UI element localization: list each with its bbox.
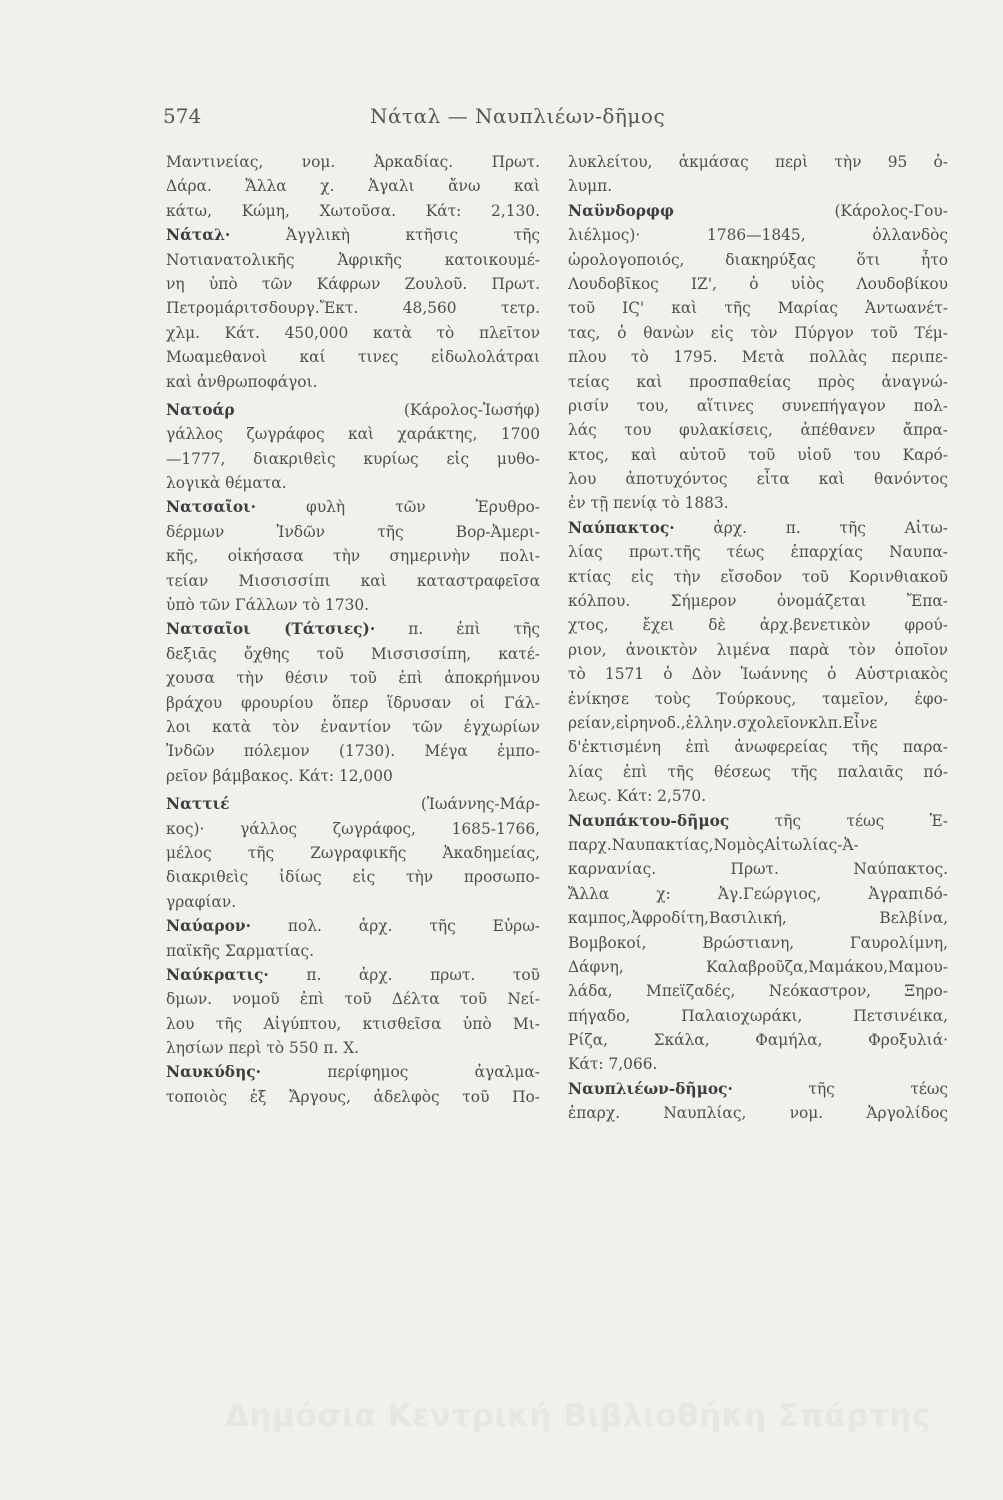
line-text: —1777, διακριθεὶς κυρίως εἰς μυθο- [166, 449, 540, 468]
line-text: Βομβοκοί, Βρώστιανη, Γαυρολίμνη, [568, 933, 948, 952]
entry-headword: Ναυπλιέων-δῆμος· [568, 1079, 733, 1098]
line-text: ριον, ἀνοικτὸν λιμένα παρὰ τὸν ὁποῖον [568, 640, 948, 659]
text-line [166, 691, 540, 715]
text-line [568, 174, 948, 198]
line-text: χλμ. Κάτ. 450,000 κατὰ τὸ πλεῖτον [166, 323, 540, 342]
text-line [568, 467, 948, 491]
line-text: ἐνίκησε τοὺς Τούρκους, ταμεῖον, ἐφο- [568, 689, 948, 708]
text-line [166, 715, 540, 739]
line-text: βράχου φρουρίου ὅπερ ἵδρυσαν οἱ Γάλ- [166, 693, 540, 712]
line-text: τὸ 1571 ὁ Δὸν Ἰωάννης ὁ Αὐστριακὸς [568, 665, 948, 684]
line-text: ἐπαρχ. Ναυπλίας, νομ. Ἀργολίδος [568, 1104, 948, 1123]
line-text: λυμπ. [568, 177, 613, 196]
text-line [166, 890, 540, 914]
text-line [166, 865, 540, 889]
line-text: παρχ.Ναυπακτίας,ΝομὸςΑἰτωλίας-Ἀ- [568, 835, 859, 854]
text-line [568, 735, 948, 759]
line-text: κόλπου. Σήμερον ὀνομάζεται Ἔπα- [568, 592, 948, 611]
text-line [166, 398, 540, 422]
line-text: (Ἰωάννης-Μάρ- [229, 795, 540, 814]
line-text: λάς του φυλακίσεις, ἀπέθανεν ἄπρα- [568, 421, 948, 440]
line-text: λάδα, Μπεϊζαδές, Νεόκαστρον, Ξηρο- [568, 982, 948, 1001]
line-text: παϊκῆς Σαρματίας. [166, 941, 315, 960]
text-line [568, 418, 948, 442]
line-text: Ἰνδῶν πόλεμον (1730). Μέγα ἐμπο- [166, 742, 540, 761]
entry-headword: Ναύπακτος· [568, 518, 675, 537]
text-line [166, 1036, 540, 1060]
text-line [166, 764, 540, 788]
text-line [568, 955, 948, 979]
text-line [166, 666, 540, 690]
line-text: Μαντινείας, νομ. Ἀρκαδίας. Πρωτ. [166, 153, 540, 171]
line-text: λογικὰ θέματα. [166, 474, 287, 493]
text-line [166, 1060, 540, 1084]
text-line [166, 223, 540, 247]
text-line [568, 979, 948, 1003]
line-text: γραφίαν. [166, 892, 237, 911]
text-line [568, 1101, 948, 1125]
library-watermark: Δημόσια Κεντρική Βιβλιοθήκη Σπάρτης [225, 1398, 931, 1434]
line-text: λου τῆς Αἰγύπτου, κτισθεῖσα ὑπὸ Μι- [166, 1014, 540, 1033]
text-line [568, 516, 948, 540]
text-line [568, 613, 948, 637]
line-text: λυκλείτου, ἀκμάσας περὶ τὴν 95 ὀ- [568, 153, 948, 171]
text-line [166, 792, 540, 816]
text-line [568, 711, 948, 735]
line-text: ὑπὸ τῶν Γάλλων τὸ 1730. [166, 596, 370, 615]
text-line [568, 345, 948, 369]
text-line [568, 199, 948, 223]
line-text: Ρίζα, Σκάλα, Φαμήλα, Φροξυλιά· [568, 1031, 948, 1050]
line-text: καὶ ἀνθρωποφάγοι. [166, 372, 318, 391]
text-line [166, 272, 540, 296]
text-line [166, 471, 540, 495]
text-line [166, 248, 540, 272]
entry-headword: Ναυκύδης· [166, 1063, 261, 1082]
line-text: μέλος τῆς Ζωγραφικῆς Ἀκαδημείας, [166, 843, 540, 862]
line-text: κάτω, Κώμη, Χωτοῦσα. Κάτ: 2,130. [166, 201, 540, 220]
line-text: ἀρχ. π. τῆς Αἰτω- [674, 518, 948, 537]
text-line [166, 447, 540, 471]
line-text: Δάφνη, Καλαβροῦζα,Μαμάκου,Μαμου- [568, 957, 948, 976]
text-line [568, 1052, 948, 1076]
text-line [568, 296, 948, 320]
line-text: χουσα τὴν θέσιν τοῦ ἐπὶ ἀποκρήμνου [166, 669, 540, 688]
text-line [166, 321, 540, 345]
text-line [568, 443, 948, 467]
line-text: Λουδοβῖκος ΙΖ', ὁ υἱὸς Λουδοβίκου [568, 274, 948, 293]
line-text: καρνανίας. Πρωτ. Ναύπακτος. [568, 860, 948, 879]
line-text: δμων. νομοῦ ἐπὶ τοῦ Δέλτα τοῦ Νεί- [166, 990, 540, 1009]
text-line [568, 370, 948, 394]
line-text: καμπος,Ἀφροδίτη,Βασιλική, Βελβίνα, [568, 909, 948, 928]
text-line [568, 248, 948, 272]
text-line [166, 841, 540, 865]
text-line [166, 963, 540, 987]
text-line [166, 296, 540, 320]
line-text: κτος, καὶ αὐτοῦ τοῦ υἱοῦ του Καρό- [568, 445, 948, 464]
text-line [568, 662, 948, 686]
text-line [166, 987, 540, 1011]
text-line [166, 370, 540, 394]
line-text: Κάτ: 7,066. [568, 1055, 658, 1074]
text-line [166, 495, 540, 519]
line-text: Ἀγγλικὴ κτῆσις τῆς [230, 226, 540, 245]
text-line [166, 174, 540, 198]
line-text: τῆς τέως Ἐ- [729, 811, 948, 830]
line-text: γάλλος ζωγράφος καὶ χαράκτης, 1700 [166, 425, 540, 444]
text-line [166, 569, 540, 593]
line-text: τοποιὸς ἐξ Ἄργους, ἀδελφὸς τοῦ Πο- [166, 1087, 540, 1106]
line-text: περίφημος ἀγαλμα- [261, 1063, 540, 1082]
line-text: Μωαμεθανοὶ καί τινες εἰδωλολάτραι [166, 348, 540, 367]
text-line [166, 150, 540, 174]
line-text: πλου τὸ 1795. Μετὰ πολλὰς περιπε- [568, 348, 948, 367]
line-text: τῆς τέως [732, 1079, 948, 1098]
text-line [568, 906, 948, 930]
right-column [568, 150, 948, 1126]
entry-headword: Ναύκρατις· [166, 965, 269, 984]
line-text: κῆς, οἰκήσασα τὴν σημερινὴν πολι- [166, 547, 540, 566]
line-text: τείαν Μισσισσίπι καὶ καταστραφεῖσα [166, 571, 540, 590]
text-line [568, 931, 948, 955]
line-text: λου ἀποτυχόντος εἶτα καὶ θανόντος [568, 470, 948, 489]
text-line [568, 491, 948, 515]
line-text: χτος, ἔχει δὲ ἀρχ.βενετικὸν φρού- [568, 616, 948, 635]
text-line [166, 817, 540, 841]
page-number: 574 [163, 104, 202, 128]
line-text: (Κάρολος-Ἰωσήφ) [234, 400, 540, 419]
line-text: λοι κατὰ τὸν ἐναντίον τῶν ἐγχωρίων [166, 717, 540, 736]
line-text: Ἄλλα χ: Ἀγ.Γεώργιος, Ἀγραπιδό- [568, 884, 948, 903]
text-line [166, 544, 540, 568]
running-head: Νάταλ — Ναυπλιέων-δῆμος [370, 104, 666, 128]
line-text: δεξιᾶς ὄχθης τοῦ Μισσισσίπη, κατέ- [166, 644, 540, 663]
entry-headword: Νάταλ· [166, 226, 231, 245]
entry-headword: Ναύαρον· [166, 917, 251, 936]
line-text: ἐν τῇ πενίᾳ τὸ 1883. [568, 494, 729, 513]
text-line [166, 520, 540, 544]
text-line [166, 939, 540, 963]
line-text: Δάρα. Ἄλλα χ. Ἀγαλι ἄνω καὶ [166, 177, 540, 196]
line-text: νη ὑπὸ τῶν Κάφρων Ζουλοῦ. Πρωτ. [166, 274, 540, 293]
text-line [568, 223, 948, 247]
text-line [166, 739, 540, 763]
text-line [568, 150, 948, 174]
text-line [568, 1028, 948, 1052]
text-line [568, 1077, 948, 1101]
entry-headword: Ναττιέ [166, 795, 230, 814]
text-line [568, 857, 948, 881]
line-text: τας, ὁ θανὼν εἰς τὸν Πύργον τοῦ Τέμ- [568, 323, 948, 342]
text-line [166, 199, 540, 223]
text-line [568, 809, 948, 833]
text-line [568, 784, 948, 808]
text-line [568, 394, 948, 418]
text-line [568, 833, 948, 857]
line-text: (Κάρολος-Γου- [673, 201, 948, 220]
text-line [568, 321, 948, 345]
line-text: Νοτιανατολικῆς Ἀφρικῆς κατοικουμέ- [166, 250, 540, 269]
line-text: τοῦ ΙϚ' καὶ τῆς Μαρίας Ἀντωανέτ- [568, 299, 948, 318]
line-text: λεως. Κάτ: 2,570. [568, 787, 707, 806]
text-line [166, 617, 540, 641]
text-line [568, 540, 948, 564]
entry-headword: Ναυπάκτου-δῆμος [568, 811, 730, 830]
line-text: κτίας εἰς τὴν εἴσοδον τοῦ Κορινθιακοῦ [568, 567, 948, 586]
text-line [568, 882, 948, 906]
line-text: π. ἀρχ. πρωτ. τοῦ [268, 965, 540, 984]
line-text: φυλὴ τῶν Ἐρυθρο- [255, 498, 540, 517]
text-line [568, 760, 948, 784]
text-line [166, 422, 540, 446]
line-text: πολ. ἀρχ. τῆς Εὐρω- [250, 917, 540, 936]
line-text: λησίων περὶ τὸ 550 π. Χ. [166, 1039, 360, 1058]
line-text: ὡρολογοποιός, διακηρύξας ὅτι ἦτο [568, 250, 948, 269]
line-text: ρείαν,εἰρηνοδ.,ἑλλην.σχολεῖονκλπ.Εἶνε [568, 713, 878, 732]
line-text: ρισίν του, αἵτινες συνεπήγαγον πολ- [568, 396, 948, 415]
line-text: π. ἐπὶ τῆς [375, 620, 540, 639]
entry-headword: Νατσαῖοι· [166, 498, 256, 517]
text-line [166, 345, 540, 369]
entry-headword: Ναϋνδορφφ [568, 201, 674, 220]
line-text: κος)· γάλλος ζωγράφος, 1685-1766, [166, 819, 540, 838]
left-column [166, 150, 540, 1109]
line-text: λιέλμος)· 1786—1845, ὀλλανδὸς [568, 226, 948, 245]
line-text: Πετρομάριτσδουργ.Ἔκτ. 48,560 τετρ. [166, 299, 540, 318]
line-text: πήγαδο, Παλαιοχωράκι, Πετσινέικα, [568, 1006, 948, 1025]
text-line [166, 914, 540, 938]
text-line [166, 642, 540, 666]
line-text: διακριθεὶς ἰδίως εἰς τὴν προσωπο- [166, 868, 540, 887]
line-text: ρεῖον βάμβακος. Κάτ: 12,000 [166, 766, 393, 785]
text-line [166, 1085, 540, 1109]
line-text: λίας ἐπὶ τῆς θέσεως τῆς παλαιᾶς πό- [568, 762, 948, 781]
entry-headword: Νατσαῖοι (Τάτσιες)· [166, 620, 376, 639]
line-text: δέρμων Ἰνδῶν τῆς Βορ-Ἀμερι- [166, 522, 540, 541]
text-line [568, 638, 948, 662]
text-line [568, 565, 948, 589]
text-line [166, 1012, 540, 1036]
entry-headword: Νατοάρ [166, 400, 235, 419]
text-line [568, 1004, 948, 1028]
line-text: λίας πρωτ.τῆς τέως ἐπαρχίας Ναυπα- [568, 543, 948, 562]
text-line [166, 593, 540, 617]
text-line [568, 272, 948, 296]
line-text: δ'ἐκτισμένη ἐπὶ ἀνωφερείας τῆς παρα- [568, 738, 948, 757]
text-line [568, 589, 948, 613]
line-text: τείας καὶ προσπαθείας πρὸς ἀναγνώ- [568, 372, 948, 391]
text-line [568, 687, 948, 711]
